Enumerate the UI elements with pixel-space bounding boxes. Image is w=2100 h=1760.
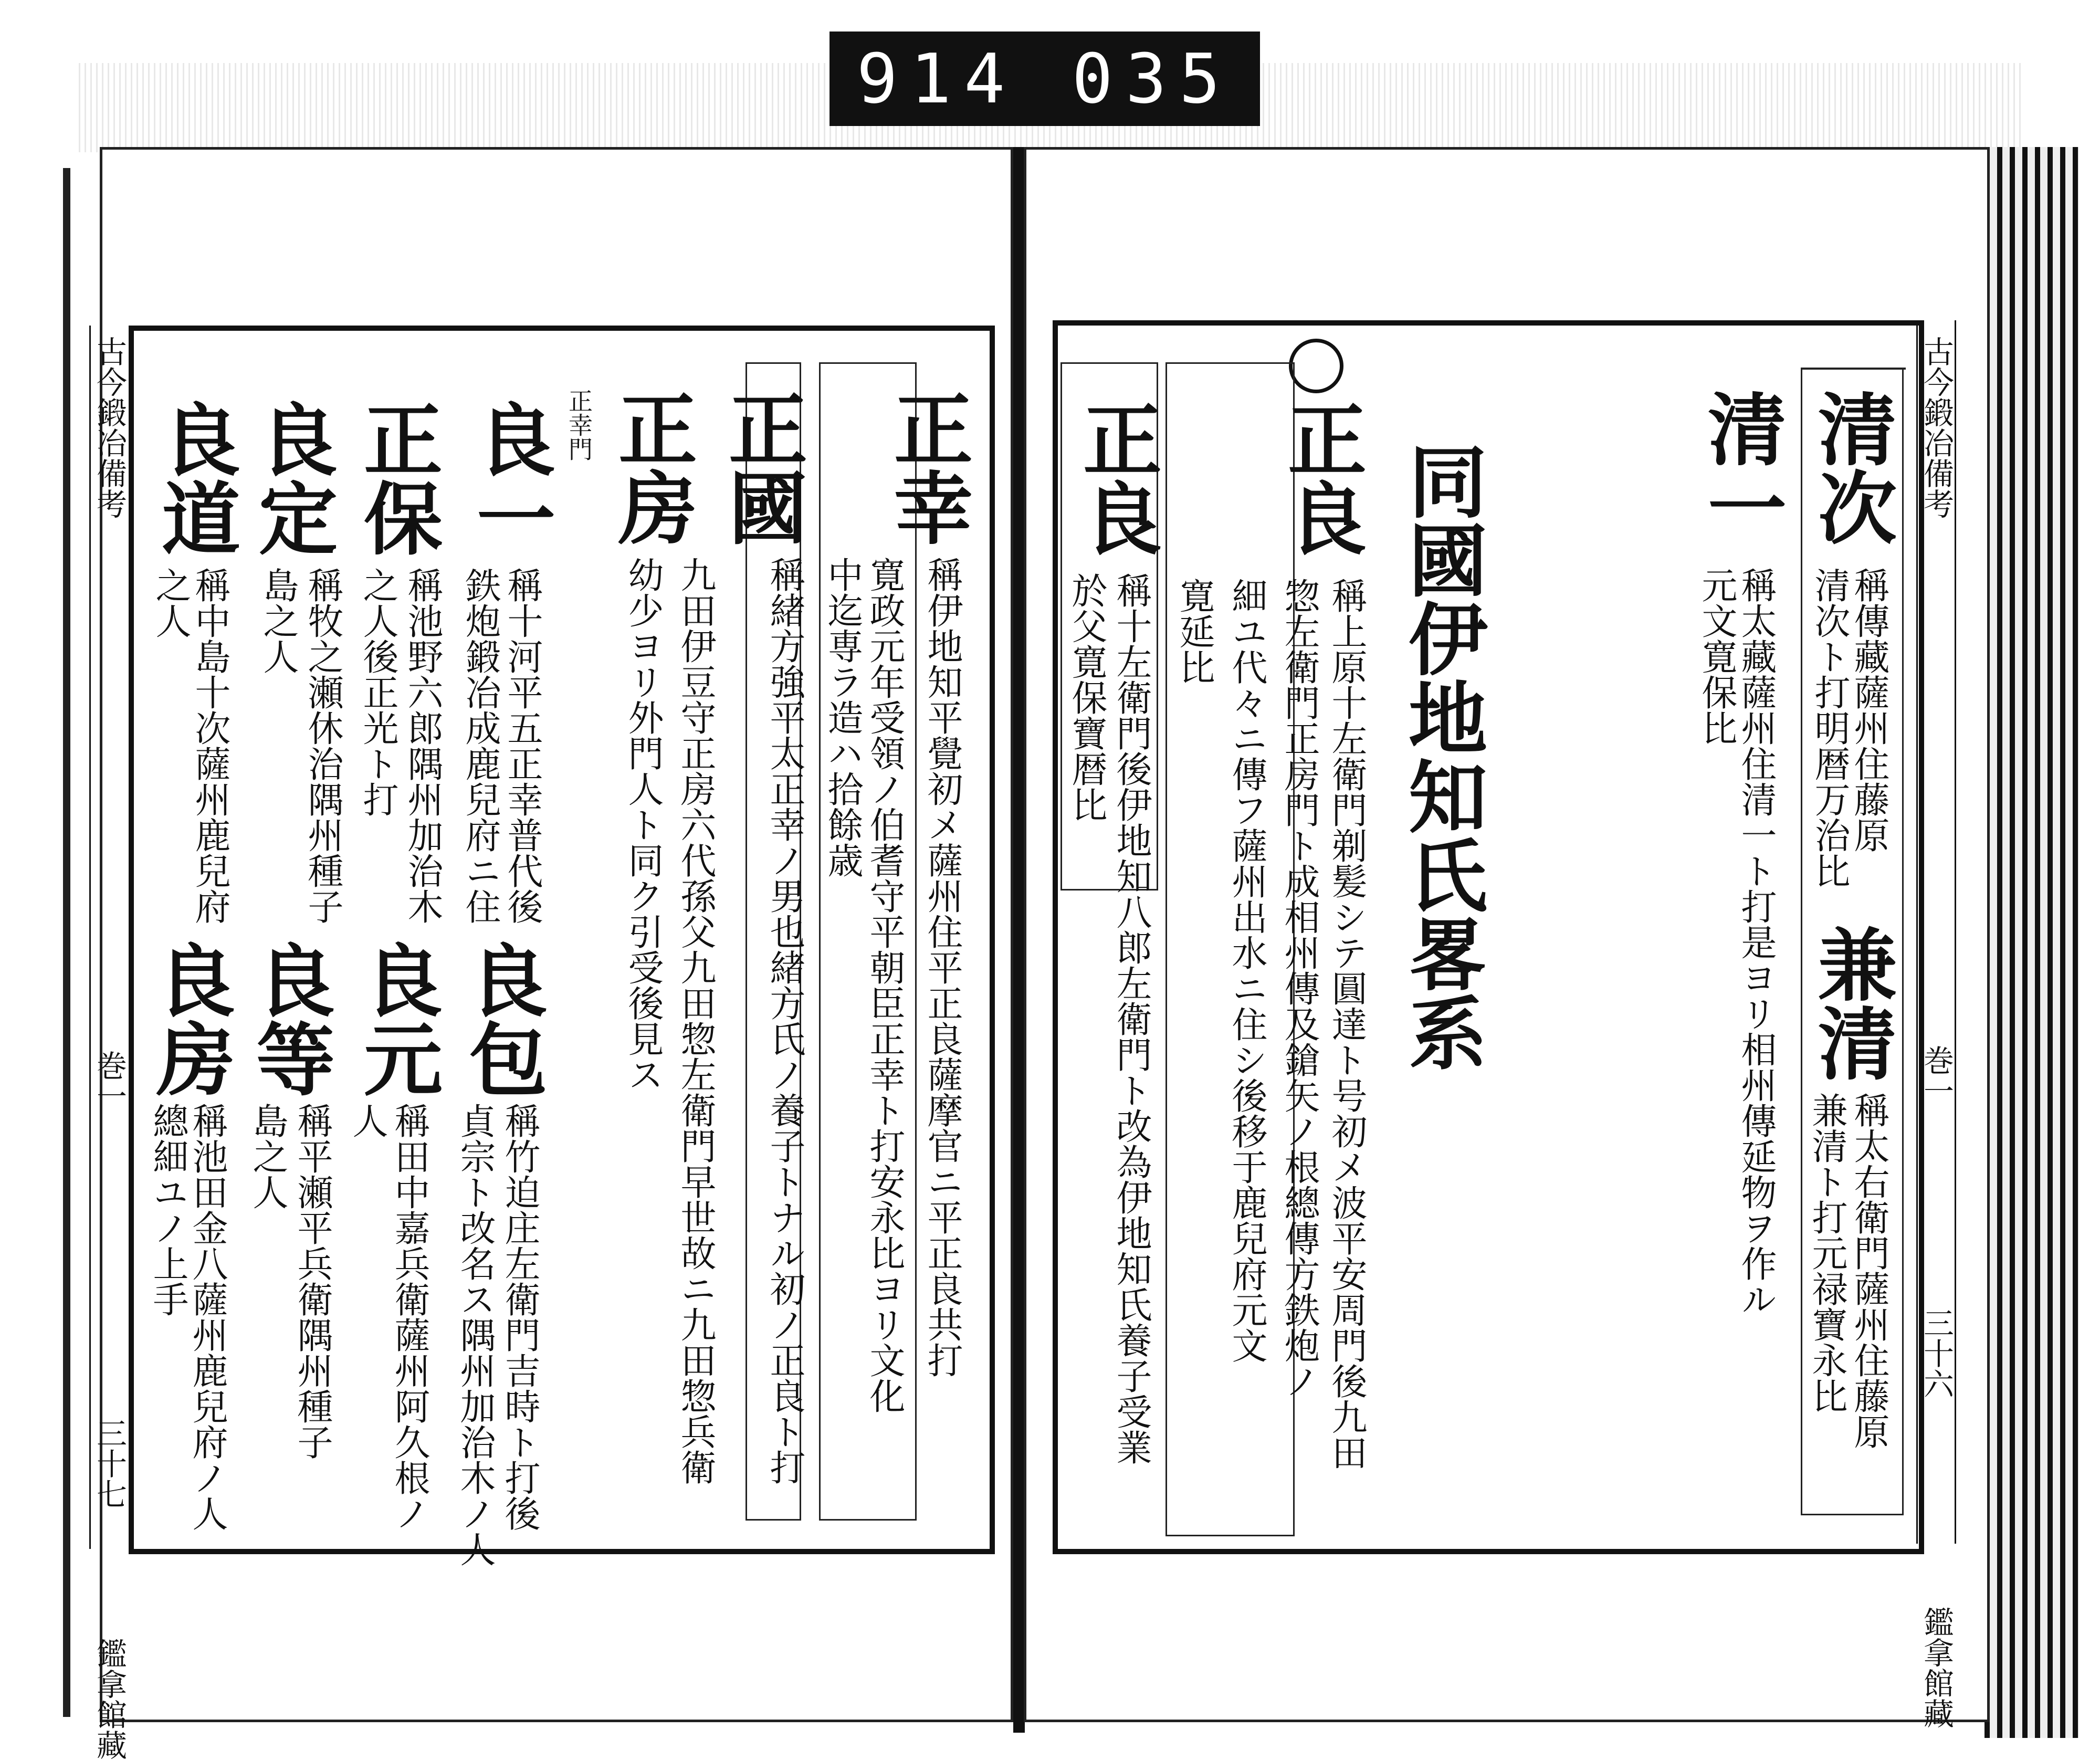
- entry-name-1: 正國: [715, 389, 807, 546]
- entry-name-9: 良等: [243, 940, 335, 1097]
- right-entry-name-0: 清次: [1804, 389, 1897, 546]
- entry-name-2: 正房: [605, 389, 697, 546]
- catalog-number-left: 914: [856, 39, 1018, 119]
- right-margin-publisher: 鑑拿館藏: [1918, 1607, 1954, 1728]
- right-entry-desc-2b: 兼清ト打元禄寶永比: [1806, 1092, 1847, 1413]
- right-entry-desc-0b: 清次ト打明暦万治比: [1809, 567, 1850, 888]
- entry-desc-10b: 總細ユノ上手: [147, 1103, 188, 1317]
- right-entry-desc-2a: 稱太右衛門薩州住藤原: [1848, 1092, 1889, 1449]
- entry-desc-2b: 幼少ヨリ外門人ト同ク引受後見ス: [622, 557, 664, 1092]
- book-spine: [1013, 147, 1025, 1733]
- entry-desc-4b: 之人後正光ト打: [357, 567, 398, 817]
- entry-desc-0b: 寛政元年受領ノ伯耆守平朝臣正幸ト打安永比ヨリ文化: [864, 557, 905, 1413]
- left-margin-publisher: 鑑拿館藏: [91, 1638, 127, 1760]
- entry-name-5: 良定: [245, 399, 338, 557]
- lineage-marker-circle: [1289, 339, 1343, 393]
- entry-desc-3b: 鉄炮鍛冶成鹿兒府ニ住: [459, 567, 501, 924]
- entry-desc-1a: 稱緒方強平太正幸ノ男也緒方氏ノ養子トナル初ノ正良ト打: [764, 557, 805, 1485]
- entry-desc-5a: 稱牧之瀬休治隅州種子: [302, 567, 343, 924]
- entry-desc-8b: 人: [346, 1103, 388, 1138]
- entry-name-7: 良包: [455, 940, 548, 1097]
- entry-desc-0a: 稱伊地知平覺初メ薩州住平正良薩摩官ニ平正良共打: [921, 557, 963, 1378]
- right-entry-desc-4b: 於父寛保寶暦比: [1066, 572, 1107, 822]
- right-entry-desc-3d: 寛延比: [1173, 578, 1215, 685]
- right-top-rule: [1801, 368, 1906, 370]
- entry-desc-9a: 稱平瀬平兵衛隅州種子: [291, 1103, 333, 1460]
- entry-desc-8a: 稱田中嘉兵衛薩州阿久根ノ: [388, 1103, 430, 1531]
- left-margin-title: 古今鍛冶備考: [91, 336, 127, 519]
- right-entry-name-1: 清一: [1694, 389, 1787, 546]
- entry-desc-7b: 貞宗ト改名ス隅州加治木ノ人: [454, 1103, 496, 1567]
- entry-name-4: 正保: [350, 399, 443, 557]
- entry-note-3: 正幸門: [565, 389, 593, 461]
- right-page-margin: [1916, 320, 1956, 1728]
- right-entry-desc-3a: 稱上原十左衛門剃髪シテ圓達ト号初メ波平安周門後九田: [1326, 578, 1367, 1470]
- right-entry-name-2: 兼清: [1804, 924, 1897, 1082]
- section-title: 同國伊地知氏畧系: [1395, 441, 1487, 1071]
- entry-name-6: 良道: [148, 399, 240, 557]
- entry-desc-5b: 島之人: [257, 567, 299, 674]
- entry-desc-9b: 島之人: [247, 1103, 288, 1210]
- entry-desc-3a: 稱十河平五正幸普代後: [501, 567, 543, 924]
- left-margin-volume: 巻一: [91, 1050, 127, 1111]
- right-margin-folio: 三十六: [1918, 1307, 1954, 1399]
- right-entry-desc-1a: 稱太藏薩州住清一ト打是ヨリ相州傳延物ヲ作ル: [1735, 567, 1777, 1317]
- entry-desc-6a: 稱中島十次薩州鹿兒府: [189, 567, 230, 924]
- left-margin-folio: 三十七: [91, 1418, 127, 1509]
- catalog-label: [830, 32, 1260, 126]
- entry-desc-4a: 稱池野六郎隅州加治木: [402, 567, 443, 924]
- catalog-number-right: 035: [1072, 39, 1233, 119]
- left-page-margin: [89, 326, 130, 1760]
- right-entry-desc-4a: 稱十左衛門後伊地知八郎左衛門ト改為伊地知氏養子受業: [1110, 572, 1152, 1465]
- entry-desc-2a: 九田伊豆守正房六代孫父九田惣左衛門早世故ニ九田惣兵衛: [675, 557, 716, 1485]
- right-entry-name-3: 正良: [1274, 399, 1367, 557]
- entry-name-8: 良元: [350, 940, 443, 1097]
- right-margin-volume: 巻一: [1918, 1045, 1954, 1106]
- entry-name-0: 正幸: [880, 389, 973, 546]
- book-left-edge: [0, 168, 100, 1717]
- entry-desc-0c: 中迄専ラ造ハ拾餘歳: [822, 557, 863, 878]
- entry-name-3: 良一: [463, 399, 555, 557]
- entry-name-10: 良房: [143, 940, 235, 1097]
- right-entry-desc-0a: 稱傳藏薩州住藤原: [1848, 567, 1889, 853]
- right-entry-desc-3c: 細ユ代々ニ傳フ薩州出水ニ住シ後移于鹿兒府元文: [1226, 578, 1267, 1363]
- right-entry-desc-1b: 元文寛保比: [1696, 567, 1737, 746]
- right-entry-desc-3b: 惣左衛門正房門ト成相州傳及鎗矢ノ根總傳方鉄炮ノ: [1278, 578, 1320, 1399]
- right-entry-name-4: 正良: [1069, 399, 1162, 557]
- book-right-edge: [1984, 147, 2079, 1738]
- right-margin-title: 古今鍛冶備考: [1918, 336, 1954, 519]
- entry-desc-10a: 稱池田金八薩州鹿兒府ノ人: [186, 1103, 228, 1531]
- entry-desc-7a: 稱竹迫庄左衛門吉時ト打後: [499, 1103, 540, 1531]
- entry-desc-6b: 之人: [150, 567, 191, 638]
